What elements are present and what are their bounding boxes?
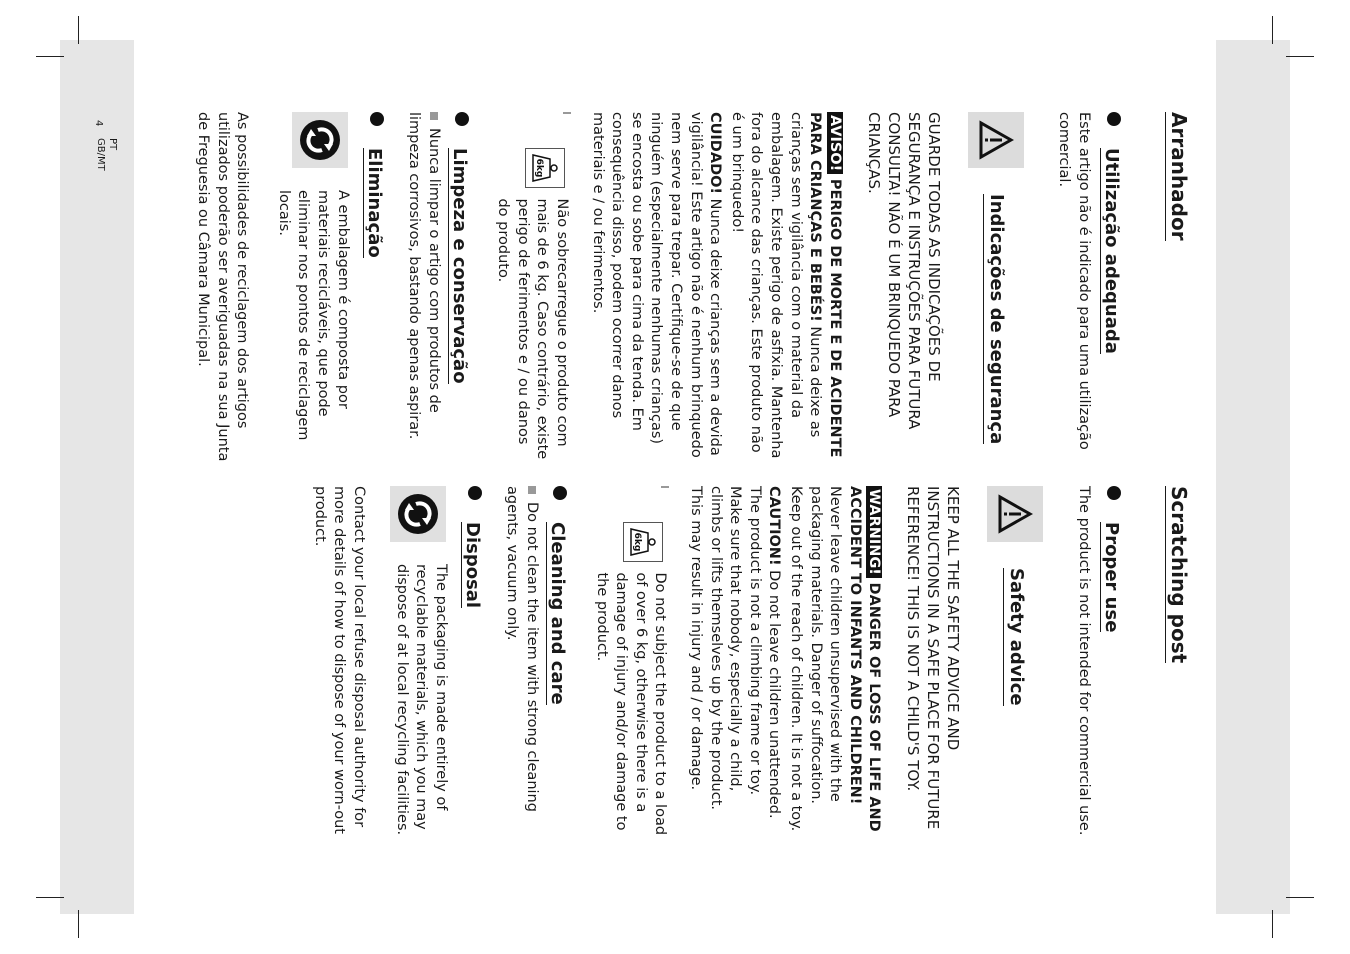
en-disposal-extra: Contact your local refuse disposal authority for more details of how to dispose of your worn-out product.	[311, 486, 367, 834]
crop-mark	[78, 910, 79, 938]
bullet-icon	[468, 486, 482, 500]
en-care-heading: Cleaning and care	[547, 522, 569, 705]
page-number: 4	[93, 120, 104, 127]
crop-mark	[1272, 16, 1273, 44]
rotated-content	[172, 112, 1192, 912]
en-proper-use-heading: Proper use	[1101, 522, 1122, 633]
crop-mark	[1286, 56, 1314, 57]
pt-column	[188, 112, 1192, 462]
pt-caution-text: Nunca deixe crianças sem a devida vigilância! Este artigo não é nenhum brinquedo nem serve para trepar. Certifique-se de que ninguém (especialmente nenhumas crianças) se encosta ou sobe para cima da tenda. Em consequência disso, podem ocorrer danos materiais e / ou ferimentos.	[589, 112, 724, 458]
pt-proper-use-heading: Utilização adequada	[1101, 148, 1122, 354]
pt-disposal-row	[273, 112, 351, 462]
pt-disposal-text: A embalagem é composta por materiais recicláveis, que pode eliminar nos pontos de reciclagem locais.	[275, 190, 351, 441]
pt-warning-bold: PERIGO DE MORTE E DE ACIDENTE PARA CRIANÇAS E BEBÉS!	[807, 112, 843, 458]
weight-6kg-icon	[623, 522, 663, 562]
pt-safety-heading: Indicações de segurança	[983, 194, 1008, 444]
recycling-icon	[292, 112, 348, 168]
en-warning-label: WARNING!	[866, 486, 882, 578]
pt-keep-instructions: GUARDE TODAS AS INDICAÇÕES DE SEGURANÇA E INSTRUÇÕES PARA FUTURA CONSULTA! NÃO É UM BRINQUEDO PARA CRIANÇAS.	[864, 112, 943, 430]
en-caution-label: CAUTION!	[766, 486, 783, 566]
svg-text:6kg: 6kg	[534, 159, 545, 178]
en-load-text: Do not subject the product to a load of over 6 kg, otherwise there is a damage of injury and/or damage to the product.	[593, 572, 669, 836]
warning-triangle-icon	[968, 112, 1024, 168]
right-margin-strip	[1216, 40, 1290, 914]
page-lang-pt: PT	[107, 138, 118, 151]
pt-disposal-heading: Eliminação	[363, 148, 385, 258]
svg-text:6kg: 6kg	[632, 533, 643, 552]
en-disposal-row	[390, 486, 450, 836]
en-disposal	[309, 486, 484, 836]
en-proper-use-text: The product is not intended for commercial use.	[1076, 486, 1092, 836]
square-bullet-icon	[528, 486, 536, 494]
bullet-icon	[455, 112, 469, 126]
pt-care-text: Nunca limpar o artigo com produtos de limpeza corrosivos, bastando apenas aspirar.	[406, 112, 442, 440]
recycling-icon	[390, 486, 446, 542]
pt-warning-text: Nunca deixe as crianças sem vigilância com o material da embalagem. Existe perigo de asfixia. Mantenha fora do alcance das crianças. Este produto não é um brinquedo!	[728, 112, 824, 459]
warning-triangle-icon	[987, 486, 1043, 542]
en-caution	[685, 486, 783, 836]
weight-6kg-icon	[525, 148, 565, 188]
pt-proper-use	[1054, 112, 1123, 462]
en-proper-use	[1073, 486, 1123, 836]
crop-mark	[36, 897, 64, 898]
pt-care	[404, 112, 471, 462]
page-footer	[92, 120, 122, 200]
pt-disposal-extra: As possibilidades de reciclagem dos artigos utilizados poderão ser averiguadas na sua Junta de Freguesia ou Câmara Municipal.	[194, 112, 251, 462]
bullet-icon	[553, 486, 567, 500]
pt-load-note	[493, 112, 571, 462]
en-title: Scratching post	[1167, 486, 1191, 664]
en-safety-heading: Safety advice	[1003, 568, 1028, 706]
pt-caution	[587, 112, 724, 462]
page-lang-gb: GB/MT	[95, 138, 106, 171]
pt-safety-header	[968, 112, 1024, 462]
en-warning-bold: DANGER OF LOSS OF LIFE AND ACCIDENT TO INFANTS AND CHILDREN!	[846, 486, 883, 832]
square-bullet-icon	[430, 112, 438, 120]
crop-mark	[1286, 897, 1314, 898]
pt-warning-label: AVISO!	[827, 112, 843, 174]
bullet-icon	[1107, 112, 1121, 126]
pt-proper-use-text: Este artigo não é indicado para uma utilização comercial.	[1056, 112, 1092, 450]
bullet-icon	[370, 112, 384, 126]
en-column	[305, 486, 1192, 836]
pt-warning	[726, 112, 844, 462]
en-warning	[785, 486, 883, 836]
crop-mark	[78, 16, 79, 44]
pt-caution-label: CUIDADO!	[707, 112, 724, 195]
square-bullet-icon	[563, 112, 571, 114]
square-bullet-icon	[661, 486, 669, 488]
pt-title: Arranhador	[1167, 112, 1191, 241]
pt-care-heading: Limpeza e conservação	[448, 148, 470, 384]
pt-disposal	[192, 112, 385, 462]
en-care-text: Do not clean the item with strong cleaning agents, vacuum only.	[504, 486, 541, 812]
crop-mark	[1272, 910, 1273, 938]
en-disposal-heading: Disposal	[461, 522, 483, 609]
en-care	[502, 486, 569, 836]
en-warning-text: Never leave children unsupervised with the packaging materials. Danger of suffocation. Keep out of the reach of children. It is not a toy.	[788, 486, 844, 832]
bullet-icon	[1107, 486, 1121, 500]
en-keep-instructions: KEEP ALL THE SAFETY ADVICE AND INSTRUCTIONS IN A SAFE PLACE FOR FUTURE REFERENCE! THIS IS NOT A CHILD'S TOY.	[904, 486, 963, 830]
en-safety-header	[987, 486, 1043, 836]
en-disposal-text: The packaging is made entirely of recyclable materials, which you may dispose of at local recycling facilities.	[393, 564, 449, 836]
en-caution-text: Do not leave children unattended. The product is not a climbing frame or toy. Make sure that nobody, especially a child, climbs or lifts themselves up by the product. This may result in injury and / or damage.	[688, 486, 783, 819]
pt-load-text: Não sobrecarregue o produto com mais de 6 kg. Caso contrário, existe perigo de ferimentos e / ou danos do produto.	[495, 198, 571, 460]
en-load-note	[591, 486, 669, 836]
crop-mark	[36, 56, 64, 57]
